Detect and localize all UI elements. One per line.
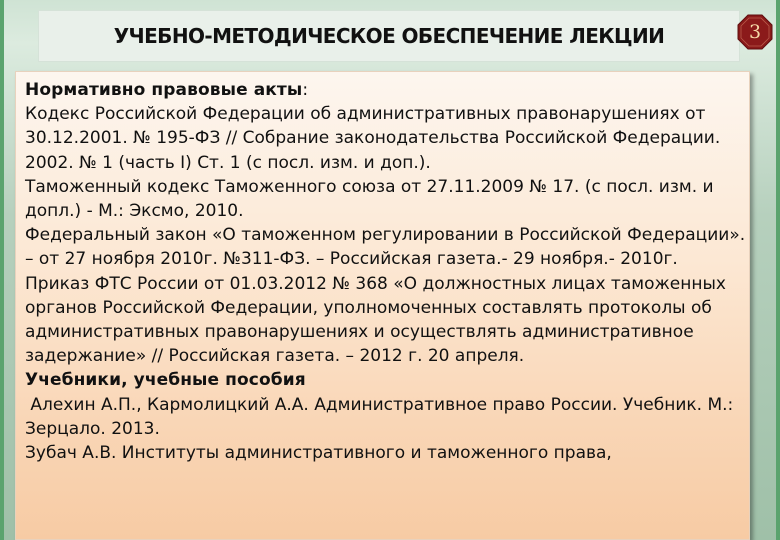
list-item: Алехин А.П., Кармолицкий А.А. Административное право России. Учебник. М.: Зерцало. 2013. xyxy=(25,394,739,439)
right-frame-border xyxy=(776,0,780,540)
section-heading-normative xyxy=(25,78,747,102)
section-1-heading: Нормативно правовые акты xyxy=(25,80,303,100)
list-item: Таможенный кодекс Таможенного союза от 27.11.2009 № 17. (с посл. изм. и допл.) - М.: Эксмо, 2010. xyxy=(25,176,714,222)
list-item: Приказ ФТС России от 01.03.2012 № 368 «О должностных лицах таможенных органов Российской Федерации, уполномоченных составлять протоколы об административных правонарушениях и осуществлять административное задержание» // Российская газета. – 2012 г. 20 апреля. xyxy=(25,273,726,367)
list-item: Зубач А.В. Институты административного и таможенного права, xyxy=(25,443,612,464)
section-1-colon: : xyxy=(302,80,309,100)
page-number: 3 xyxy=(748,21,762,43)
section-2-heading: Учебники, учебные пособия xyxy=(25,370,306,391)
left-frame-border xyxy=(0,0,4,540)
slide-title: УЧЕБНО-МЕТОДИЧЕСКОЕ ОБЕСПЕЧЕНИЕ ЛЕКЦИИ xyxy=(113,24,665,48)
page-number-badge xyxy=(737,14,773,50)
list-item: Кодекс Российской Федерации об административных правонарушениях от 30.12.2001. № 195-ФЗ // Собрание законодательства Российской Федерации. 2002. № 1 (часть I) Ст. 1 (с посл. изм. и доп.). xyxy=(25,104,721,173)
content-box xyxy=(15,71,750,540)
content-text xyxy=(25,78,747,465)
list-item: Федеральный закон «О таможенном регулировании в Российской Федерации». – от 27 ноября 2010г. №311-ФЗ. – Российская газета.- 29 ноября.- 2010г. xyxy=(25,225,746,270)
